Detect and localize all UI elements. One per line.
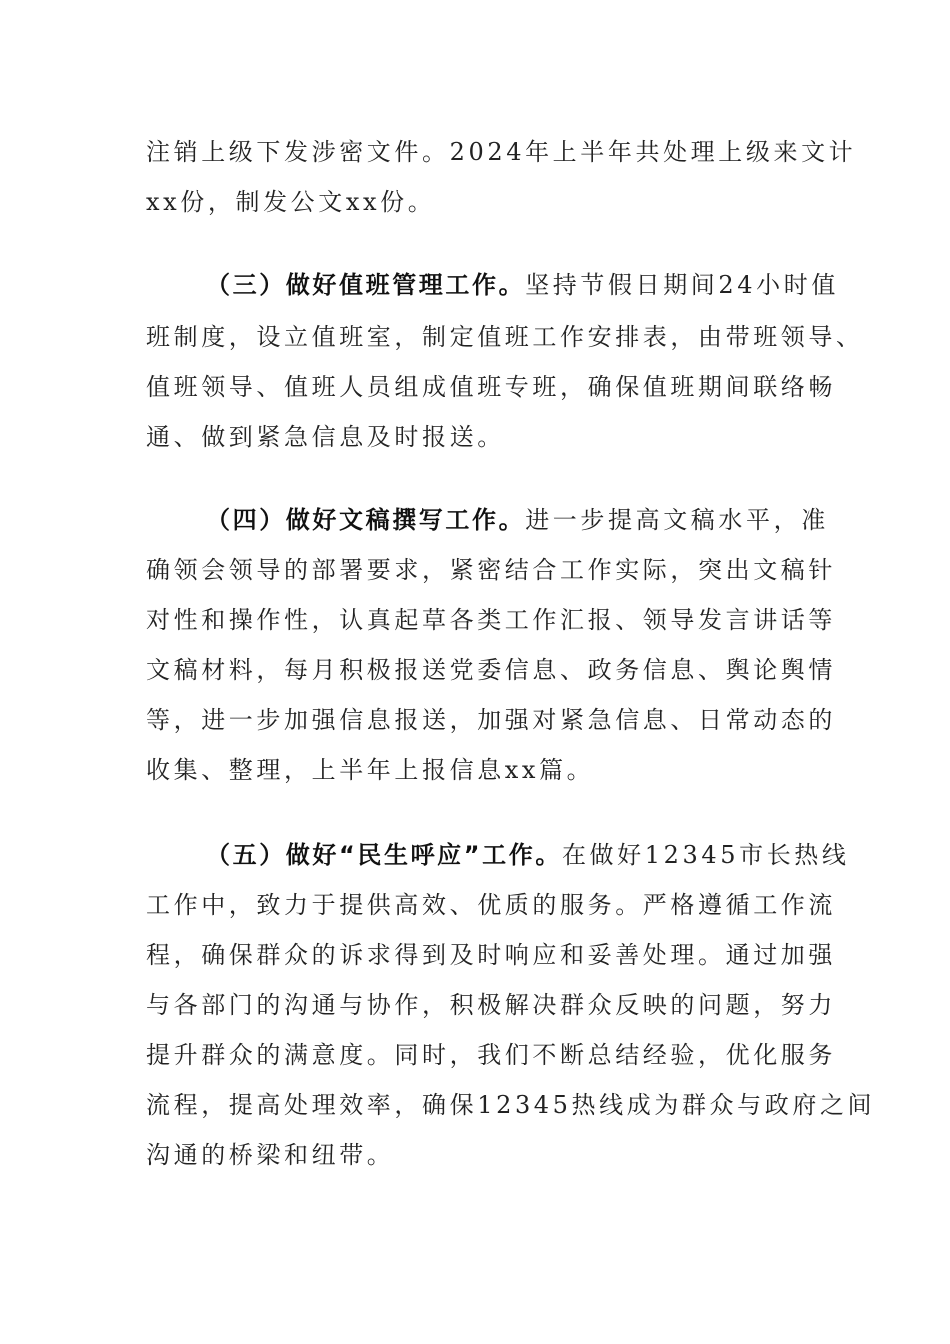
body-text-line: 值班领导、值班人员组成值班专班，确保值班期间联络畅 [146, 373, 836, 401]
section-4-text: 进一步提高文稿水平，准 [525, 506, 829, 534]
body-text-line: 提升群众的满意度。同时，我们不断总结经验，优化服务 [146, 1041, 836, 1069]
body-text-line: 班制度，设立值班室，制定值班工作安排表，由带班领导、 [146, 323, 864, 351]
section-5-heading: （五）做好“民生呼应”工作。 [206, 841, 562, 869]
section-3-heading: （三）做好值班管理工作。 [206, 271, 526, 299]
body-text-line: 流程，提高处理效率，确保12345热线成为群众与政府之间 [146, 1091, 876, 1119]
section-3-first-line [206, 270, 839, 300]
section-4-first-line [206, 505, 829, 535]
body-text-line: 程，确保群众的诉求得到及时响应和妥善处理。通过加强 [146, 941, 836, 969]
body-text-line: 收集、整理，上半年上报信息xx篇。 [146, 756, 595, 784]
section-3-text: 坚持节假日期间24小时值 [525, 271, 839, 299]
body-text-line: 文稿材料，每月积极报送党委信息、政务信息、舆论舆情 [146, 656, 836, 684]
section-5-text: 在做好12345市长热线 [561, 841, 850, 869]
body-text-line: 对性和操作性，认真起草各类工作汇报、领导发言讲话等 [146, 606, 836, 634]
section-5-first-line [206, 840, 850, 870]
body-text-line: 注销上级下发涉密文件。2024年上半年共处理上级来文计 [146, 138, 857, 166]
body-text-line: 确领会领导的部署要求，紧密结合工作实际，突出文稿针 [146, 556, 836, 584]
body-text-line: 通、做到紧急信息及时报送。 [146, 423, 505, 451]
body-text-line: xx份，制发公文xx份。 [146, 188, 436, 216]
body-text-line: 工作中，致力于提供高效、优质的服务。严格遵循工作流 [146, 891, 836, 919]
body-text-line: 等，进一步加强信息报送，加强对紧急信息、日常动态的 [146, 706, 836, 734]
section-4-heading: （四）做好文稿撰写工作。 [206, 506, 526, 534]
body-text-line: 沟通的桥梁和纽带。 [146, 1141, 395, 1169]
body-text-line: 与各部门的沟通与协作，积极解决群众反映的问题，努力 [146, 991, 836, 1019]
